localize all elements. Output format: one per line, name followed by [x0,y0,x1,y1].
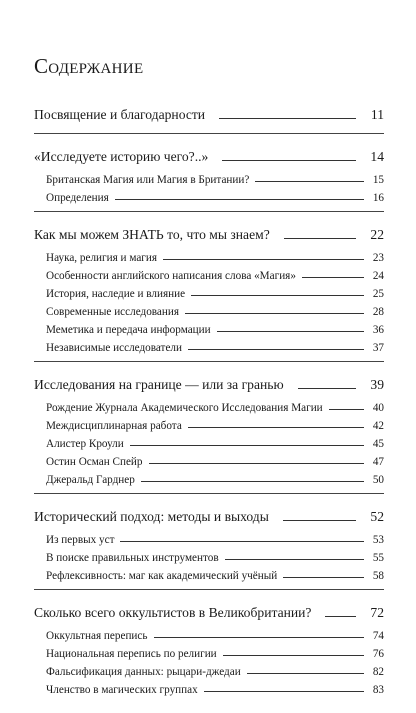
toc-subsection[interactable] [34,644,384,660]
leader-line [130,445,364,446]
toc-subsection[interactable] [34,302,384,318]
toc-subsection[interactable] [34,452,384,468]
leader-line [141,481,364,482]
toc-subsection-title: Алистер Кроули [46,438,124,450]
toc-subsection[interactable] [34,548,384,564]
toc-chapter[interactable] [34,372,384,393]
toc-subsection[interactable] [34,434,384,450]
toc-subsection-page-number: 50 [372,474,384,486]
toc-chapter-title: Посвящение и благодарности [34,107,206,122]
toc-subsection[interactable] [34,266,384,282]
toc-subsection-page-number: 24 [372,270,384,282]
toc-subsection-page-number: 45 [372,438,384,450]
toc-subsection[interactable] [34,662,384,678]
toc-section [34,600,384,703]
toc-subsection-title: Определения [46,192,109,204]
toc-chapter-title: Исследования на границе — или за гранью [34,377,284,392]
toc-subsection-page-number: 16 [372,192,384,204]
toc-subsection-title: Современные исследования [46,306,180,318]
toc-chapter-page-number: 11 [370,107,384,122]
toc-subsection[interactable] [34,248,384,264]
toc-subsection[interactable] [34,470,384,486]
toc-subsection-page-number: 83 [372,684,384,696]
toc-subsection-page-number: 82 [372,666,384,678]
toc-subsection[interactable] [34,530,384,546]
toc-subsection-title: Фальсификация данных: рыцари-джедаи [46,666,241,678]
toc-subsection-title: Джеральд Гарднер [46,474,135,486]
toc-chapter[interactable] [34,504,384,525]
leader-line [298,388,356,389]
toc-subsection-page-number: 55 [372,552,384,564]
toc-subsection[interactable] [34,566,384,582]
leader-line [247,673,364,674]
toc-subsection-title: Независимые исследователи [46,342,182,354]
toc-chapter-title: «Исследуете историю чего?..» [34,149,209,164]
leader-line [188,349,364,350]
toc-subsection-title: Меметика и передача информации [46,324,211,336]
toc-chapter[interactable] [34,102,384,123]
leader-line [225,559,364,560]
leader-line [325,616,356,617]
toc-subsection-title: Членство в магических группах [46,684,198,696]
toc-subsection-page-number: 15 [372,174,384,186]
leader-line [115,199,364,200]
leader-line [222,160,356,161]
table-of-contents [34,102,384,713]
toc-subsection-page-number: 25 [372,288,384,300]
leader-line [284,238,356,239]
toc-section [34,222,384,362]
toc-subsection-page-number: 23 [372,252,384,264]
toc-subsection-title: Наука, религия и магия [46,252,158,264]
leader-line [204,691,364,692]
toc-subsection-page-number: 36 [372,324,384,336]
toc-subsection[interactable] [34,284,384,300]
leader-line [283,520,356,521]
leader-line [329,409,364,410]
toc-subsection-title: Рефлексивность: маг как академический учёный [46,570,278,582]
toc-chapter[interactable] [34,144,384,165]
toc-subsection-title: Междисциплинарная работа [46,420,182,432]
toc-subsection-page-number: 47 [372,456,384,468]
toc-subsection-page-number: 58 [372,570,384,582]
toc-chapter-page-number: 39 [370,377,384,392]
toc-subsection[interactable] [34,320,384,336]
toc-subsection[interactable] [34,170,384,186]
toc-subsection-page-number: 74 [372,630,384,642]
leader-line [188,427,364,428]
toc-chapter-title: Сколько всего оккультистов в Великобритании? [34,605,312,620]
toc-subsection-page-number: 40 [372,402,384,414]
toc-subsection[interactable] [34,680,384,696]
toc-subsection-page-number: 42 [372,420,384,432]
toc-subsection-page-number: 28 [372,306,384,318]
leader-line [283,577,364,578]
toc-subsection-title: Особенности английского написания слова «Магия» [46,270,296,282]
page-title: Содержание [34,54,144,79]
toc-subsection-title: Национальная перепись по религии [46,648,217,660]
toc-subsection-title: Оккультная перепись [46,630,148,642]
toc-subsection-page-number: 53 [372,534,384,546]
toc-subsection[interactable] [34,416,384,432]
leader-line [217,331,364,332]
leader-line [191,295,364,296]
toc-subsection-title: Британская Магия или Магия в Британии? [46,174,250,186]
toc-chapter-title: Как мы можем ЗНАТЬ то, что мы знаем? [34,227,270,242]
toc-section [34,372,384,494]
toc-section [34,504,384,590]
leader-line [163,259,364,260]
leader-line [185,313,364,314]
leader-line [154,637,365,638]
leader-line [120,541,364,542]
toc-subsection[interactable] [34,398,384,414]
toc-subsection-title: История, наследие и влияние [46,288,186,300]
toc-subsection-page-number: 76 [372,648,384,660]
leader-line [302,277,364,278]
toc-chapter-title: Исторический подход: методы и выходы [34,509,269,524]
toc-chapter[interactable] [34,222,384,243]
toc-chapter-page-number: 22 [370,227,384,242]
toc-subsection-title: В поиске правильных инструментов [46,552,219,564]
toc-chapter-page-number: 14 [370,149,384,164]
toc-subsection-title: Остин Осман Спейр [46,456,143,468]
toc-section [34,144,384,212]
leader-line [223,655,364,656]
leader-line [219,118,356,119]
toc-subsection-title: Рождение Журнала Академического Исследования Магии [46,402,323,414]
toc-chapter-page-number: 72 [370,605,384,620]
toc-section [34,102,384,134]
toc-chapter-page-number: 52 [370,509,384,524]
toc-subsection[interactable] [34,338,384,354]
toc-subsection[interactable] [34,188,384,204]
leader-line [255,181,364,182]
toc-chapter[interactable] [34,600,384,621]
toc-subsection-title: Из первых уст [46,534,115,546]
leader-line [149,463,365,464]
toc-subsection[interactable] [34,626,384,642]
toc-subsection-page-number: 37 [372,342,384,354]
